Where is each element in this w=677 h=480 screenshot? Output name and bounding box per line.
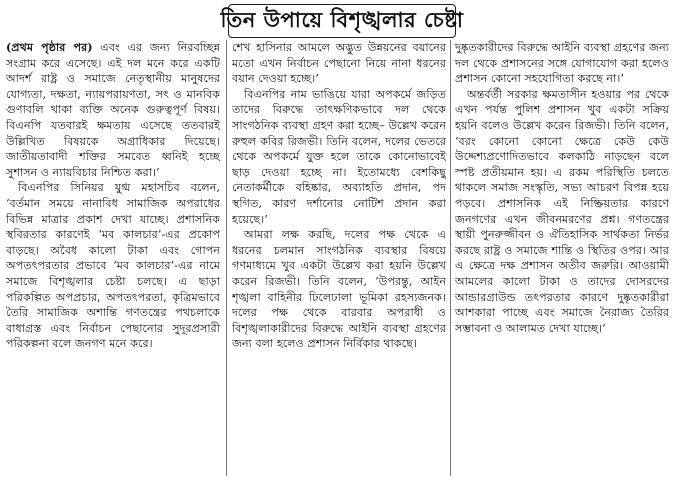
headline: তিন উপায়ে বিশৃঙ্খলার চেষ্টা [220,6,464,32]
paragraph: আমরা লক্ষ করছি, দলের পক্ষ থেকে এ ধরনের চলমান সাংগঠনিক ব্যবস্থার বিষয়ে গণমাধ্যমে খুব একটা উল্লেখ করা হয়নি উল্লেখ করেন রিজভী। তিনি বলেন, ‘উপরন্তু, আইন শৃঙ্খলা বাহিনীর ঢিলেঢালা ভূমিকা রহস্যজনক। দলের পক্ষ থেকে বারবার অপরাধী ও বিশৃঙ্খলাকারীদের বিরুদ্ধে আইনি ব্যবস্থা গ্রহণের জন্য বলা হলেও প্রশাসন নির্বিকার থাকছে। [232,228,446,351]
article-column-2 [232,40,446,476]
paragraph: শেখ হাসিনার আমলে অদ্ভুত উন্নয়নের বয়ানের মতো এখন নির্বাচন পেছানো নিয়ে নানা ধরনের বয়ান দেওয়া হচ্ছে।’ [232,41,446,86]
paragraph [6,40,220,180]
column-divider [226,40,227,476]
paragraph: দুষ্কৃতকারীদের বিরুদ্ধে আইনি ব্যবস্থা গ্রহণের জন্য দল থেকে প্রশাসনের সঙ্গে যোগাযোগ করা হলেও প্রশাসন কোনো সহযোগিতা করছে না।’ [455,41,669,86]
paragraph-text: এবং এর জন্য নিরবচ্ছিন্ন সংগ্রাম করে এসেছে। এই দল মনে করে একটি আদর্শ রাষ্ট্র ও সমাজে নেতৃস্থানীয় মানুষদের যোগ্যতা, দক্ষতা, ন্যায়পরায়ণতা, সৎ ও মানবিক গুণাবলি থাকা ব্যক্তি অনেক গুরুত্বপূর্ণ বিষয়। বিএনপি যতবারই ক্ষমতায় এসেছে ততবারই উল্লিখিত বিষয়কে অগ্রাধিকার দিয়েছে। জাতীয়তাবাদী শক্তির সমবেত ধ্বনিই হচ্ছে সুশাসন ও ন্যায়বিচার নিশ্চিত করা।’ [6,41,220,179]
continued-from-label: (প্রথম পৃষ্ঠার পর) [6,40,93,54]
paragraph: বিএনপির নাম ভাঙিয়ে যারা অপকর্মে জড়িত তাদের বিরুদ্ধে তাৎক্ষণিকভাবে দল থেকে সাংগঠনিক ব্যবস্থা গ্রহণ করা হচ্ছে– উল্লেখ করেন রুহুল কবির রিজভী। তিনি বলেন, দলের ভেতরে থেকে অপকর্মে যুক্ত হলে তাকে কোনোভাবেই ছাড় দেওয়া হচ্ছে না। ইতোমধ্যে বেশকিছু নেতাকর্মীকে বহিষ্কার, অব্যাহতি প্রদান, পদ স্থগিত, কারণ দর্শানোর নোটিশ প্রদান করা হয়েছে।’ [232,87,446,226]
column-divider [450,40,451,476]
article-column-1 [6,40,220,476]
article-column-3 [455,40,669,476]
paragraph: অন্তর্বর্তী সরকার ক্ষমতাসীন হওয়ার পর থেকে এখন পর্যন্ত পুলিশ প্রশাসন খুব একটা সক্রিয় হয়নি বলেও উল্লেখ করেন রিজভী। তিনি বলেন, ‘বরং কোনো কোনো ক্ষেত্রে কেউ কেউ উদ্দেশ্যপ্রণোদিতভাবে কলকাঠি নাড়ছেন বলে স্পষ্ট প্রতীয়মান হয়। এ রকম পরিস্থিতি চলতে থাকলে সমাজ সংস্কৃতি, সভ্য আচরণ বিপন্ন হয়ে পড়বে। প্রশাসনিক এই নিষ্ক্রিয়তার কারণে জনগণের এখন জীবনমরণের প্রশ্ন। গণতন্ত্রের স্থায়ী পুনরুজ্জীবন ও ঐতিহাসিক সার্থকতা নির্ভর করছে রাষ্ট্র ও সমাজে শান্তি ও স্থিতির ওপর। আর এ ক্ষেত্রে দক্ষ প্রশাসন অতীব জরুরি। আওয়ামী আমলের কালো টাকা ও তাদের দোসরদের আন্ডারগ্রাউন্ড তৎপরতার কারণে দুষ্কৃতকারীরা আশকারা পাচ্ছে এবং সমাজে নৈরাজ্য তৈরির সম্ভাবনা ও আলামত দেখা যাচ্ছে।’ [455,87,669,335]
paragraph: বিএনপির সিনিয়র যুগ্ম মহাসচিব বলেন, ‘বর্তমান সময়ে নানাবিধ সামাজিক অপরাধের বিভিন্ন মাত্রার প্রকাশ দেখা যাচ্ছে। প্রশাসনিক স্থবিরতার কারণেই ‘মব কালচার’-এর প্রকোপ বাড়ছে। অবৈধ কালো টাকা এবং গোপন অপতৎপরতার প্রভাবে ‘মব কালচার’-এর নামে সমাজে বিশৃঙ্খলার চেষ্টা চলছে। এ ছাড়া পরিকল্পিত অপপ্রচার, অপতৎপরতা, কৃত্রিমভাবে তৈরি সামাজিক অশান্তি গণতন্ত্রের পথচলাকে বাধাগ্রস্ত এবং নির্বাচন পেছানোর সুদূরপ্রসারী পরিকল্পনা বলে জনগণ মনে করে। [6,181,220,351]
headline-box [220,4,464,38]
